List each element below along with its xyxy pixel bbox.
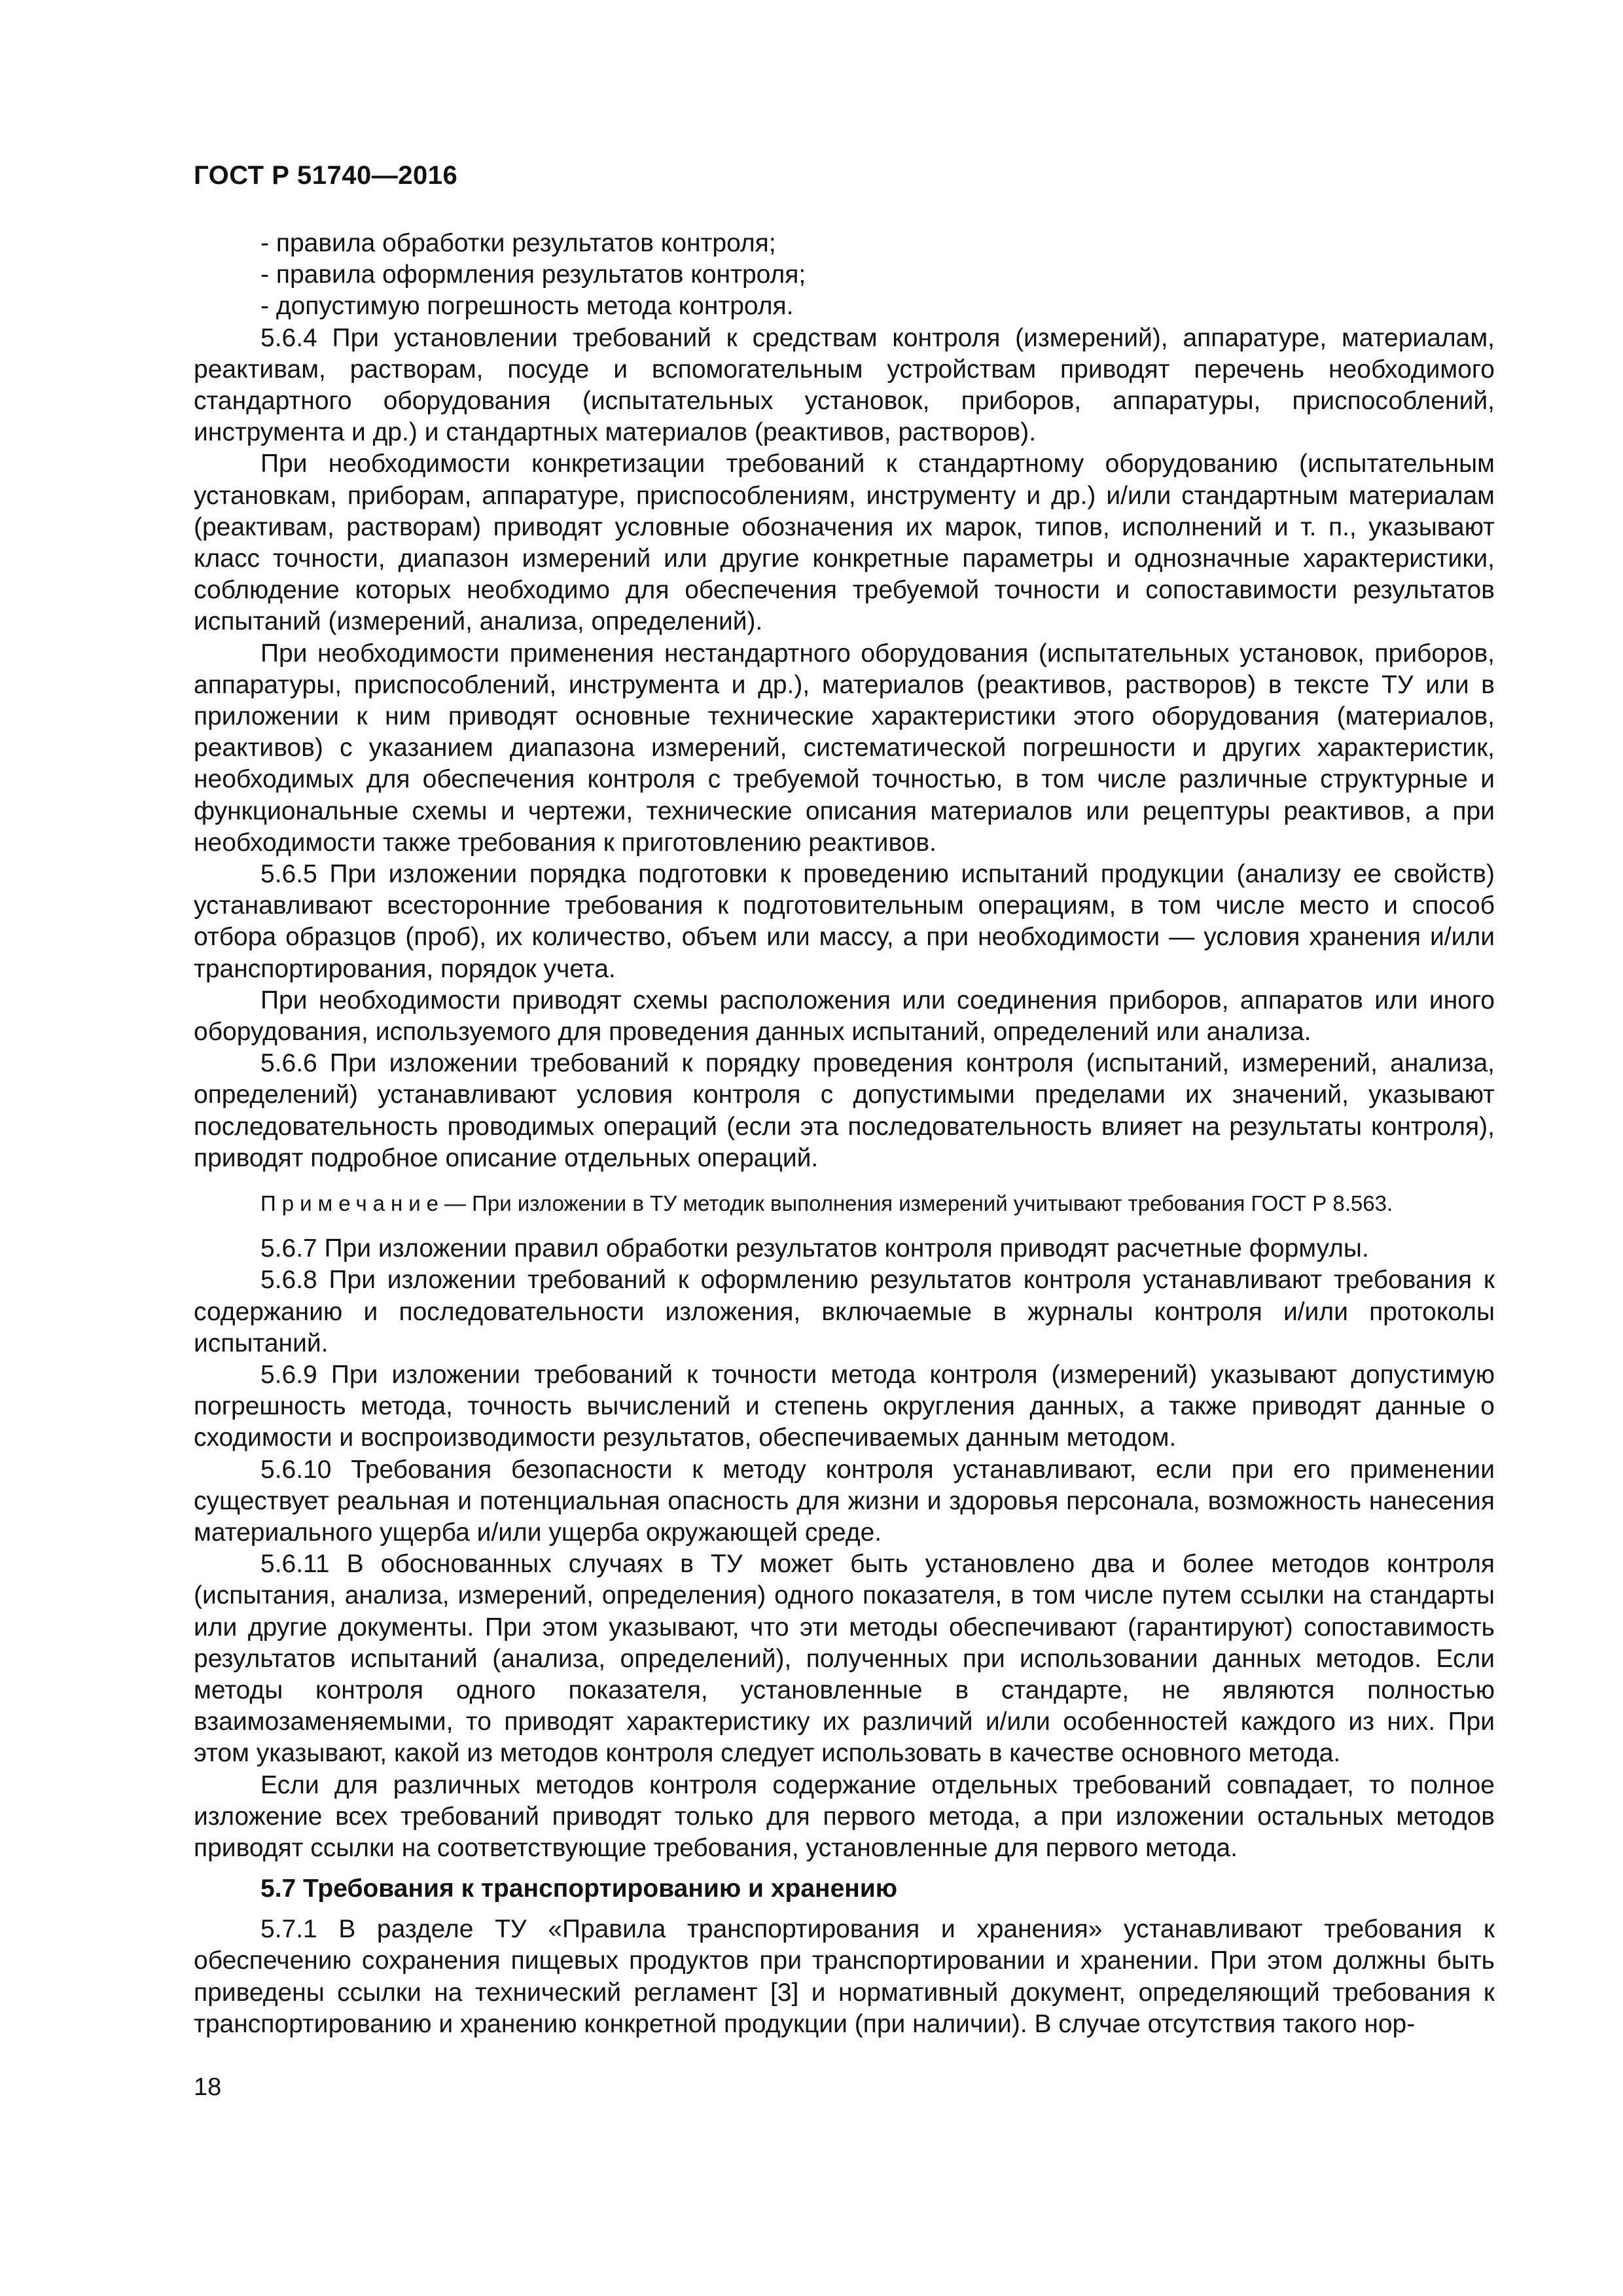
paragraph-5-6-10: 5.6.10 Требования безопасности к методу контроля устанавливают, если при его применении существует реальная и потенциальная опасность для жизни и здоровья персонала, возможность нанесения материального ущерба и/или ущерба окружающей среде. — [194, 1455, 1495, 1547]
paragraph-5-6-6: 5.6.6 При изложении требований к порядку проведения контроля (испытаний, измерений, анализа, определений) устанавливают условия контроля с допустимыми пределами их значений, указывают последовательность проводимых операций (если эта последовательность влияет на результаты контроля), приводят подробное описание отдельных операций. — [194, 1049, 1495, 1172]
list-item: - правила оформления результатов контроля; — [260, 260, 806, 289]
paragraph-5-6-9: 5.6.9 При изложении требований к точности метода контроля (измерений) указывают допустимую погрешность метода, точность вычислений и степень округления данных, а также приводят данные о сходимости и воспроизводимости результатов, обеспечиваемых данным методом. — [194, 1360, 1495, 1452]
paragraph-5-6-8: 5.6.8 При изложении требований к оформлению результатов контроля устанавливают требования к содержанию и последовательности изложения, включаемые в журналы контроля и/или протоколы испытаний. — [194, 1266, 1495, 1357]
paragraph-5-6-11: 5.6.11 В обоснованных случаях в ТУ может быть установлено два и более методов контроля (испытания, анализа, измерений, определения) одного показателя, в том числе путем ссылки на стандарты или другие документы. При этом указывают, что эти методы обеспечивают (гарантируют) сопоставимость результатов испытаний (анализа, определений), полученных при использовании данных методов. Если методы контроля одного показателя, установленные в стандарте, не являются полностью взаимозаменяемыми, то приводят характеристику их различий и/или особенностей каждого из них. При этом указывают, какой из методов контроля следует использовать в качестве основного метода. — [194, 1550, 1495, 1768]
paragraph-5-6-4-c: При необходимости применения нестандартного оборудования (испытательных установок, приборов, аппаратуры, приспособлений, инструмента и др.), материалов (реактивов, растворов) в тексте ТУ или в приложении к ним приводят основные технические характеристики этого оборудования (материалов, реактивов) с указанием диапазона измерений, систематической погрешности и других характеристик, необходимых для обеспечения контроля с требуемой точностью, в том числе различные структурные и функциональные схемы и чертежи, технические описания материалов или рецептуры реактивов, а при необходимости также требования к приготовлению реактивов. — [194, 639, 1495, 857]
document-header: ГОСТ Р 51740—2016 — [194, 161, 458, 190]
page-number: 18 — [194, 2073, 222, 2101]
note — [194, 1189, 1495, 1219]
paragraph-5-6-7: 5.6.7 При изложении правил обработки результатов контроля приводят расчетные формулы. — [260, 1234, 1369, 1263]
paragraph-5-7-1: 5.7.1 В разделе ТУ «Правила транспортирования и хранения» устанавливают требования к обеспечению сохранения пищевых продуктов при транспортировании и хранении. При этом должны быть приведены ссылки на технический регламент [3] и нормативный документ, определяющий требования к транспортированию и хранению конкретной продукции (при наличии). В случае отсутствия такого нор- — [194, 1915, 1495, 2038]
paragraph-5-6-4-b: При необходимости конкретизации требований к стандартному оборудованию (испытательным установкам, приборам, аппаратуре, приспособлениям, инструменту и др.) и/или стандартным материалам (реактивам, растворам) приводят условные обозначения их марок, типов, исполнений и т. п., указывают класс точности, диапазон измерений или другие конкретные параметры и однозначные характеристики, соблюдение которых необходимо для обеспечения требуемой точности и сопоставимости результатов испытаний (измерений, анализа, определений). — [194, 450, 1495, 636]
paragraph-5-6-4: 5.6.4 При установлении требований к средствам контроля (измерений), аппаратуре, материалам, реактивам, растворам, посуде и вспомогательным устройствам приводят перечень необходимого стандартного оборудования (испытательных установок, приборов, аппаратуры, приспособлений, инструмента и др.) и стандартных материалов (реактивов, растворов). — [194, 323, 1495, 447]
paragraph-5-6-5-b: При необходимости приводят схемы расположения или соединения приборов, аппаратов или иного оборудования, используемого для проведения данных испытаний, определений или анализа. — [194, 986, 1495, 1047]
paragraph-5-6-11-b: Если для различных методов контроля содержание отдельных требований совпадает, то полное изложение всех требований приводят только для первого метода, а при изложении остальных методов приводят ссылки на соответствующие требования, установленные для первого метода. — [194, 1770, 1495, 1862]
document-body — [194, 228, 1495, 2040]
list-item: - допустимую погрешность метода контроля. — [260, 292, 794, 321]
note-prefix: Примечание — [260, 1191, 445, 1216]
note-text: — При изложении в ТУ методик выполнения измерений учитывают требования ГОСТ Р 8.563. — [444, 1191, 1393, 1216]
paragraph-5-6-5: 5.6.5 При изложении порядка подготовки к проведению испытаний продукции (анализу ее свойств) устанавливают всесторонние требования к подготовительным операциям, в том числе место и способ отбора образцов (проб), их количество, объем или массу, а при необходимости — условия хранения и/или транспортирования, порядок учета. — [194, 860, 1495, 983]
section-heading-5-7: 5.7 Требования к транспортированию и хранению — [260, 1874, 898, 1903]
list-item: - правила обработки результатов контроля; — [260, 229, 776, 257]
